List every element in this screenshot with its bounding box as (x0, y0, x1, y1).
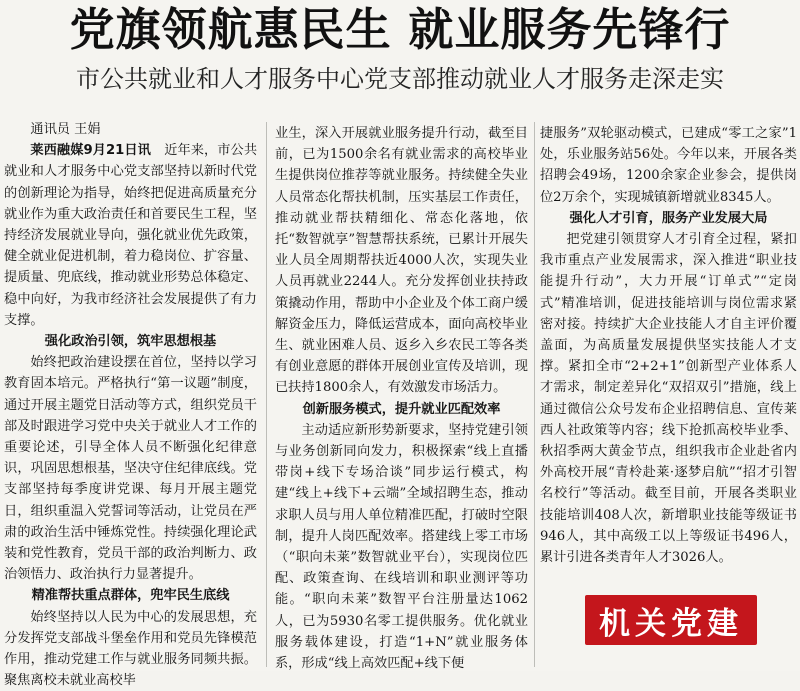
intro-text: 近年来，市公共就业和人才服务中心党支部坚持以新时代党的创新理论为指导，始终把促进高质量充分就业作为重大政治责任和首要民生工程，坚持经济发展就业导向，强化就业优先政策，健全就业促进机制，着力稳岗位、扩容量、提质量、兜底线，推动就业形势总体稳定、稳中向好，为我市经济社会发展提供了有力支撑。 (4, 143, 258, 328)
section-body-politics: 始终把政治建设摆在首位，坚持以学习教育固本培元。严格执行“第一议题”制度，通过开展主题党日活动等方式，组织党员干部及时跟进学习党中央关于就业人才工作的重要论述，引导全体人员不断强化纪律意识，巩固思想根基，坚决守住纪律底线。党支部坚持每季度讲党课、每月开展主题党日，组织重温入党誓词等活动，让党员在严肃的政治生活中锤炼党性。持续强化理论武装和党性教育，党员干部的政治判断力、政治领悟力、政治执行力显著提升。 (4, 355, 257, 583)
section-body-assistance-start: 始终坚持以人民为中心的发展思想，充分发挥党支部战斗堡垒作用和党员先锋模范作用，推动党建工作与就业服务同频共振。聚焦离校未就业高校毕 (4, 609, 257, 689)
column-badge: 机关党建 (585, 595, 757, 645)
column-divider (266, 122, 267, 667)
text-column-2 (275, 123, 528, 675)
article-subheadline: 市公共就业和人才服务中心党支部推动就业人才服务走深走实 (76, 65, 724, 93)
intro-paragraph (4, 140, 257, 331)
section-heading-innovation: 创新服务模式，提升就业匹配效率 (302, 401, 501, 417)
section-heading-politics: 强化政治引领，筑牢思想根基 (44, 334, 217, 350)
section-body-innovation-start: 主动适应新形势新要求，坚持党建引领与业务创新同向发力，积极探索“线上直播带岗+线下专场洽谈”同步运行模式，构建“线上+线下+云端”全域招聘生态，推动求职人员与用人单位精准匹配，打破时空限制，提升人岗匹配效率。搭建线上零工市场（“职向未莱”数智就业平台），实现岗位匹配、政策查询、在线培训和职业测评等功能。“职向未莱”数智平台注册量达1062人，已为5930名零工提供服务。优化就业服务载体建设，打造“1+N”就业服务体系，形成“线上高效匹配+线下便 (275, 422, 528, 672)
text-column-1 (4, 119, 258, 689)
article-headline: 党旗领航惠民生 就业服务先锋行 (69, 3, 731, 56)
dateline: 莱西融媒9月21日讯 (30, 143, 151, 159)
section-heading-assistance: 精准帮扶重点群体，兜牢民生底线 (31, 588, 230, 604)
text-column-3 (540, 123, 797, 675)
section-body-innovation-cont: 捷服务”双轮驱动模式，已建成“零工之家”1处，乐业服务站56处。今年以来，开展各类招聘会49场，1200余家企业参会，提供岗位2万余个，实现城镇新增就业8345人。 (540, 126, 797, 205)
section-heading-talent: 强化人才引育，服务产业发展大局 (569, 210, 768, 226)
column-divider (534, 122, 535, 667)
section-body-talent: 把党建引领贯穿人才引育全过程，紧扣我市重点产业发展需求，深入推进“职业技能提升行动”，大力开展“订单式”“定岗式”精准培训，促进技能培训与岗位需求紧密对接。持续扩大企业技能人才自主评价覆盖面，为高质量发展提供坚实技能人才支撑。紧扣全市“2+2+1”创新型产业体系人才需求，制定差异化“双招双引”措施，线上通过微信公众号发布企业招聘信息、宣传莱西人社政策等内容；线下抢抓高校毕业季、秋招季两大黄金节点，组织我市企业赴省内外高校开展“青柃赴莱·逐梦启航”“招才引智名校行”等活动。截至目前，开展各类职业技能培训408人次，新增职业技能等级证书946人，其中高级工以上等级证书496人，累计引进各类青年人才3026人。 (540, 232, 797, 566)
section-body-assistance-cont: 业生，深入开展就业服务提升行动，截至目前，已为1500余名有就业需求的高校毕业生提供岗位推荐等就业服务。持续健全失业人员常态化帮扶机制，压实基层工作责任，推动就业帮扶精细化、常态化落地，依托“数智就享”智慧帮扶系统，已累计开展失业人员全周期帮扶近4000人次，实现失业人员再就业2244人。充分发挥创业扶持政策撬动作用，帮助中小企业及个体工商户缓解资金压力，降低运营成本，面向高校毕业生、就业困难人员、返乡入乡农民工等各类有创业意愿的群体开展创业宣传及培训，现已扶持1800余人，有效激发市场活力。 (275, 126, 528, 396)
byline (4, 119, 257, 140)
author-credit: 通讯员 王娟 (30, 122, 101, 137)
